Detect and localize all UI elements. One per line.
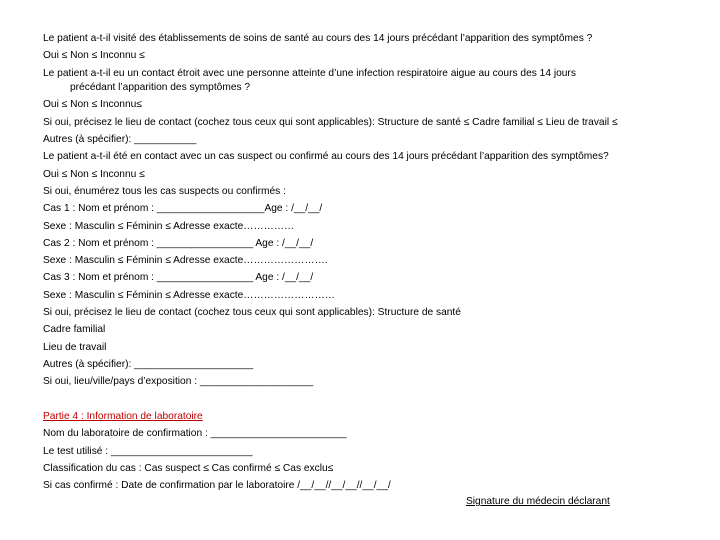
opt-workplace: Lieu de travail	[43, 342, 107, 353]
q-contact-place: Si oui, précisez le lieu de contact (cochez tous ceux qui sont applicables): Structure de santé ≤ Cadre familial ≤ Lieu de travail ≤	[43, 117, 618, 128]
case3-name: Cas 3 : Nom et prénom : _________________ Age : /__/__/	[43, 272, 314, 283]
section-4-title: Partie 4 : Information de laboratoire	[43, 411, 203, 422]
q-close-contact: Le patient a-t-il eu un contact étroit avec une personne atteinte d’une infection respiratoire aigue au cours des 14 jours	[43, 68, 576, 79]
q-contact-place-2: Si oui, précisez le lieu de contact (cochez tous ceux qui sont applicables): Structure de santé	[43, 307, 461, 318]
case1-name: Cas 1 : Nom et prénom : ___________________Age : /__/__/	[43, 203, 323, 214]
q-close-contact-cont: précédant l’apparition des symptômes ?	[70, 82, 251, 93]
lab-name: Nom du laboratoire de confirmation : ________________________	[43, 428, 347, 439]
case3-sex: Sexe : Masculin ≤ Féminin ≤ Adresse exacte………………………	[43, 290, 335, 301]
case1-sex: Sexe : Masculin ≤ Féminin ≤ Adresse exacte……………	[43, 221, 295, 232]
test-used: Le test utilisé : _________________________	[43, 446, 253, 457]
q-exposure-location: Si oui, lieu/ville/pays d’exposition : ____________________	[43, 376, 314, 387]
signature-label: Signature du médecin déclarant	[466, 496, 610, 507]
case-classification: Classification du cas : Cas suspect ≤ Cas confirmé ≤ Cas exclu≤	[43, 463, 334, 474]
q-contact-place-other: Autres (à spécifier): ___________	[43, 134, 197, 145]
q-list-cases: Si oui, énumérez tous les cas suspects ou confirmés :	[43, 186, 286, 197]
opt-other: Autres (à spécifier): _____________________	[43, 359, 254, 370]
case2-name: Cas 2 : Nom et prénom : _________________ Age : /__/__/	[43, 238, 314, 249]
q-suspect-contact: Le patient a-t-il été en contact avec un cas suspect ou confirmé au cours des 14 jours précédant l’apparition des symptômes?	[43, 151, 609, 162]
case2-sex: Sexe : Masculin ≤ Féminin ≤ Adresse exacte…………………….	[43, 255, 328, 266]
q-close-contact-options: Oui ≤ Non ≤ Inconnu≤	[43, 99, 142, 110]
q-suspect-contact-options: Oui ≤ Non ≤ Inconnu ≤	[43, 169, 145, 180]
q-health-facility-options: Oui ≤ Non ≤ Inconnu ≤	[43, 50, 145, 61]
opt-family-setting: Cadre familial	[43, 324, 106, 335]
confirmation-date: Si cas confirmé : Date de confirmation par le laboratoire /__/__//__/__//__/__/	[43, 480, 391, 491]
q-health-facility-visit: Le patient a-t-il visité des établissements de soins de santé au cours des 14 jours précédant l’apparition des symptômes ?	[43, 33, 593, 44]
